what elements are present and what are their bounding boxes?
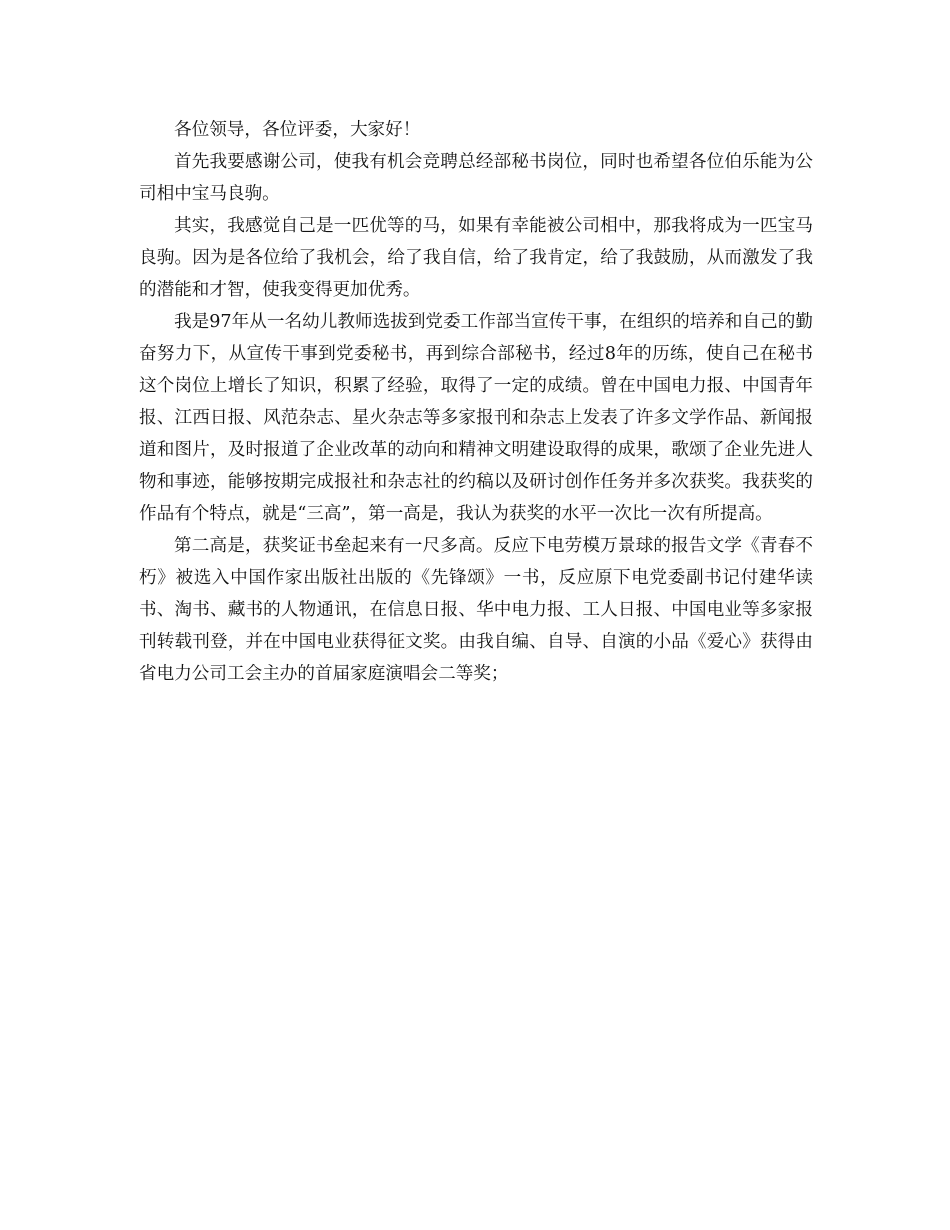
paragraph-self-view: 其实，我感觉自己是一匹优等的马，如果有幸能被公司相中，那我将成为一匹宝马良驹。因为是各位给了我机会，给了我自信，给了我肯定，给了我鼓励，从而激发了我的潜能和才智，使我变得更加优秀。	[139, 216, 813, 300]
paragraph-awards: 第二高是，获奖证书垒起来有一尺多高。反应下电劳模万景球的报告文学《青春不朽》被选入中国作家出版社出版的《先锋颂》一书，反应原下电党委副书记付建华读书、淘书、藏书的人物通讯，在信息日报、华中电力报、工人日报、中国电业等多家报刊转载刊登，并在中国电业获得征文奖。由我自编、自导、自演的小品《爱心》获得由省电力公司工会主办的首届家庭演唱会二等奖；	[139, 536, 813, 684]
paragraph-thanks: 首先我要感谢公司，使我有机会竞聘总经部秘书岗位，同时也希望各位伯乐能为公司相中宝马良驹。	[139, 152, 813, 204]
paragraph-experience: 我是97年从一名幼儿教师选拔到党委工作部当宣传干事，在组织的培养和自己的勤奋努力下，从宣传干事到党委秘书，再到综合部秘书，经过8年的历练，使自己在秘书这个岗位上增长了知识，积累了经验，取得了一定的成绩。曾在中国电力报、中国青年报、江西日报、风范杂志、星火杂志等多家报刊和杂志上发表了许多文学作品、新闻报道和图片，及时报道了企业改革的动向和精神文明建设取得的成果，歌颂了企业先进人物和事迹，能够按期完成报社和杂志社的约稿以及研讨创作任务并多次获奖。我获奖的作品有个特点，就是“三高”，第一高是，我认为获奖的水平一次比一次有所提高。	[139, 312, 813, 524]
document-body	[139, 114, 813, 690]
paragraph-greeting: 各位领导，各位评委，大家好！	[174, 120, 421, 140]
